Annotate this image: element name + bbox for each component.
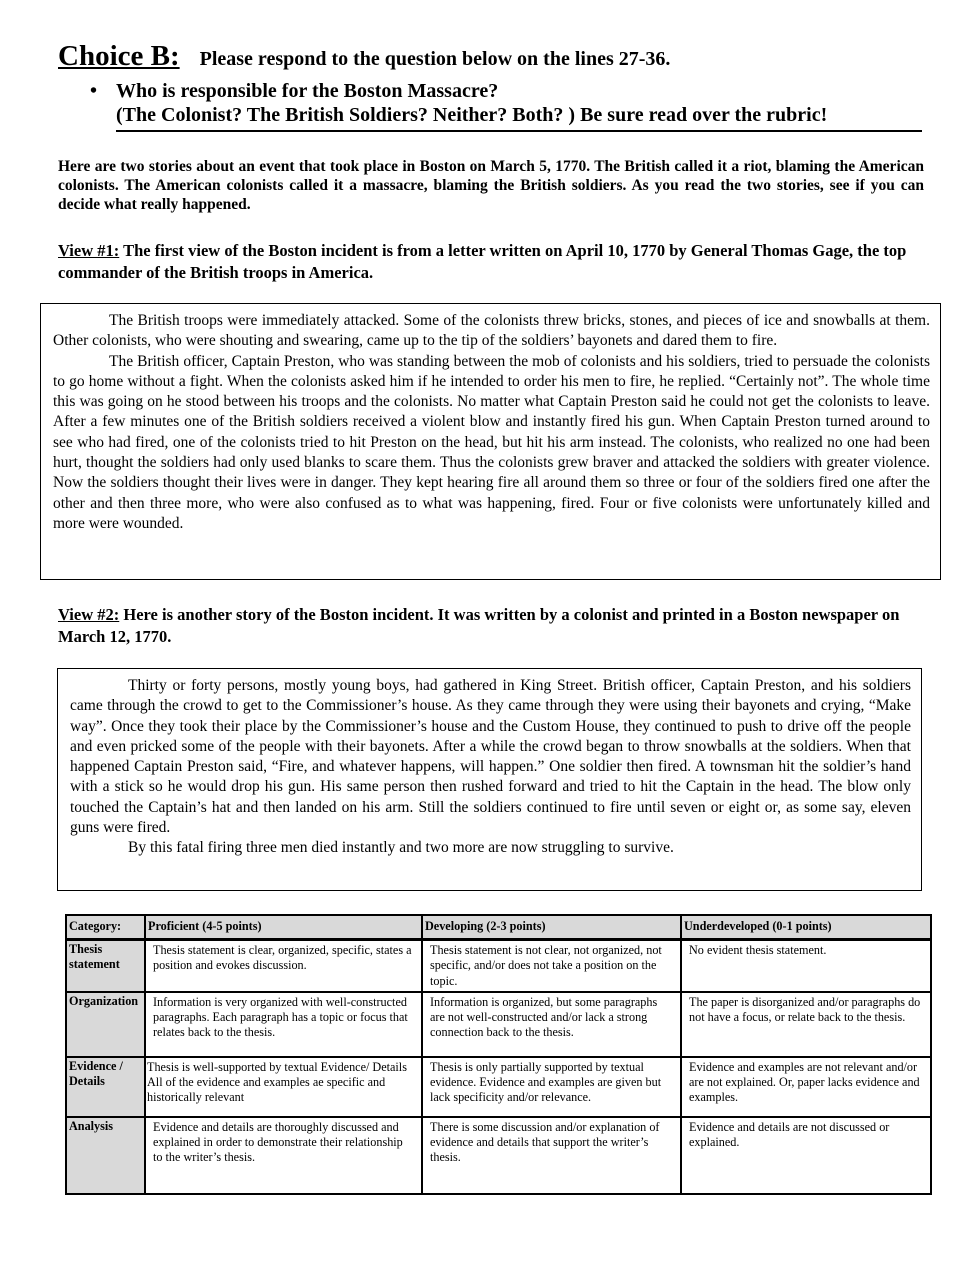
view2-text-box [57, 668, 922, 891]
rubric-cell-underdeveloped: No evident thesis statement. [681, 940, 931, 992]
bullet-icon: • [90, 80, 98, 102]
rubric-row [66, 992, 931, 1057]
view1-text-box [40, 303, 941, 580]
rubric-cell-proficient: Information is very organized with well-constructed paragraphs. Each paragraph has a topic or focus that relates back to the thesis. [145, 992, 422, 1057]
rubric-header-row [66, 915, 931, 940]
rubric-header-category: Category: [66, 915, 145, 940]
rubric-header-developing: Developing (2-3 points) [422, 915, 681, 940]
view2-heading [58, 604, 924, 648]
rubric-cell-proficient: Thesis statement is clear, organized, specific, states a position and evokes discussion. [145, 940, 422, 992]
rubric-category: Thesis statement [66, 940, 145, 992]
view2-label: View #2: [58, 605, 120, 624]
rubric-cell-underdeveloped: The paper is disorganized and/or paragraphs do not have a focus, or relate back to the thesis. [681, 992, 931, 1057]
view1-label: View #1: [58, 241, 120, 260]
rubric-cell-developing: Thesis is only partially supported by textual evidence. Evidence and examples are given but lack specificity and/or relevance. [422, 1057, 681, 1117]
rubric-table [65, 914, 932, 1195]
rubric-category: Analysis [66, 1117, 145, 1194]
rubric-header-proficient: Proficient (4-5 points) [145, 915, 422, 940]
rubric-cell-developing: There is some discussion and/or explanation of evidence and details that support the writer’s thesis. [422, 1117, 681, 1194]
rubric-cell-developing: Thesis statement is not clear, not organized, not specific, and/or does not take a position on the topic. [422, 940, 681, 992]
rubric-row [66, 940, 931, 992]
prompt-text: Please respond to the question below on the lines 27-36. [199, 48, 671, 70]
question-line-2: (The Colonist? The British Soldiers? Neither? Both? ) Be sure read over the rubric! [116, 104, 922, 132]
rubric-cell-proficient: Thesis is well-supported by textual Evidence/ Details All of the evidence and examples ae specific and historically relevant [145, 1057, 422, 1117]
rubric-row [66, 1057, 931, 1117]
intro-paragraph: Here are two stories about an event that took place in Boston on March 5, 1770. The British called it a riot, blaming the American colonists. The American colonists called it a massacre, blaming the British soldiers. As you read the two stories, see if you can decide what really happened. [58, 158, 924, 213]
rubric-cell-underdeveloped: Evidence and examples are not relevant and/or are not explained. Or, paper lacks evidence and examples. [681, 1057, 931, 1117]
rubric-cell-developing: Information is organized, but some paragraphs are not well-constructed and/or lack a strong connection back to the thesis. [422, 992, 681, 1057]
rubric-category: Organization [66, 992, 145, 1057]
view1-heading-text: The first view of the Boston incident is from a letter written on April 10, 1770 by General Thomas Gage, the top commander of the British troops in America. [58, 241, 907, 282]
view2-paragraph: Thirty or forty persons, mostly young boys, had gathered in King Street. British officer, Captain Preston, and his soldiers came through the crowd to get to the Commissioner’s house. As they came through they were using their bayonets and crying, “Make way”. Once they took their place by the Commissioner’s house and the Custom House, they continued to push to drive off the people and even pricked some of the people with their bayonets. After a while the crowd began to throw snowballs at the soldiers. When that happened Captain Preston said, “Fire, and whatever happens, will happen.” One soldier then fired. A townsman hit the soldier’s hand with a stick so he would drop his gun. His same person then rushed forward and tried to hit the Captain in the head. The blow only touched the Captain’s hat and then landed on his arm. Still the soldiers continued to fire until seven or eight or, as some say, eleven guns were fired. [70, 677, 911, 837]
view1-paragraph: The British troops were immediately attacked. Some of the colonists threw bricks, stones, and pieces of ice and snowballs at them. Other colonists, who were shouting and swearing, came up to the tip of the soldiers’ bayonets and dared them to fire. [53, 312, 930, 350]
view2-heading-text: Here is another story of the Boston incident. It was written by a colonist and printed in a Boston newspaper on March 12, 1770. [58, 605, 900, 646]
rubric-category: Evidence / Details [66, 1057, 145, 1117]
view1-paragraph: The British officer, Captain Preston, who was standing between the mob of colonists and his soldiers, tried to persuade the colonists to go home without a fight. When the colonists asked him if he intended to order his men to fire, he replied. “Certainly not”. The whole time this was going on he stood between his troops and the colonists. No matter what Captain Preston said he could not get the colonists to leave. After a few minutes one of the British soldiers received a violent blow and instantly fired his gun. When Captain Preston turned around to see who had fired, one of the colonists tried to hit Preston on the head, but hit his arm instead. The colonists, who realized no one had been hurt, thought the soldiers had only used blanks to scare them. Thus the colonists grew braver and attacked the soldiers with greater violence. Now the soldiers thought their lives were in danger. They kept hearing fire all around them so three or four of the soldiers fired one after the other and then three more, who were also confused as to what was happening, fired. Four or five colonists were unfortunately killed and more were wounded. [53, 352, 930, 532]
view2-paragraph: By this fatal firing three men died instantly and two more are now struggling to survive. [128, 839, 674, 857]
rubric-header-underdeveloped: Underdeveloped (0-1 points) [681, 915, 931, 940]
rubric-row [66, 1117, 931, 1194]
rubric-cell-proficient: Evidence and details are thoroughly discussed and explained in order to demonstrate their relationship to the writer’s thesis. [145, 1117, 422, 1194]
question-line-1: • Who is responsible for the Boston Massacre? [90, 80, 499, 102]
page-header [58, 40, 928, 73]
view1-heading [58, 240, 924, 284]
choice-label: Choice B: [58, 40, 180, 72]
rubric-cell-underdeveloped: Evidence and details are not discussed or explained. [681, 1117, 931, 1194]
